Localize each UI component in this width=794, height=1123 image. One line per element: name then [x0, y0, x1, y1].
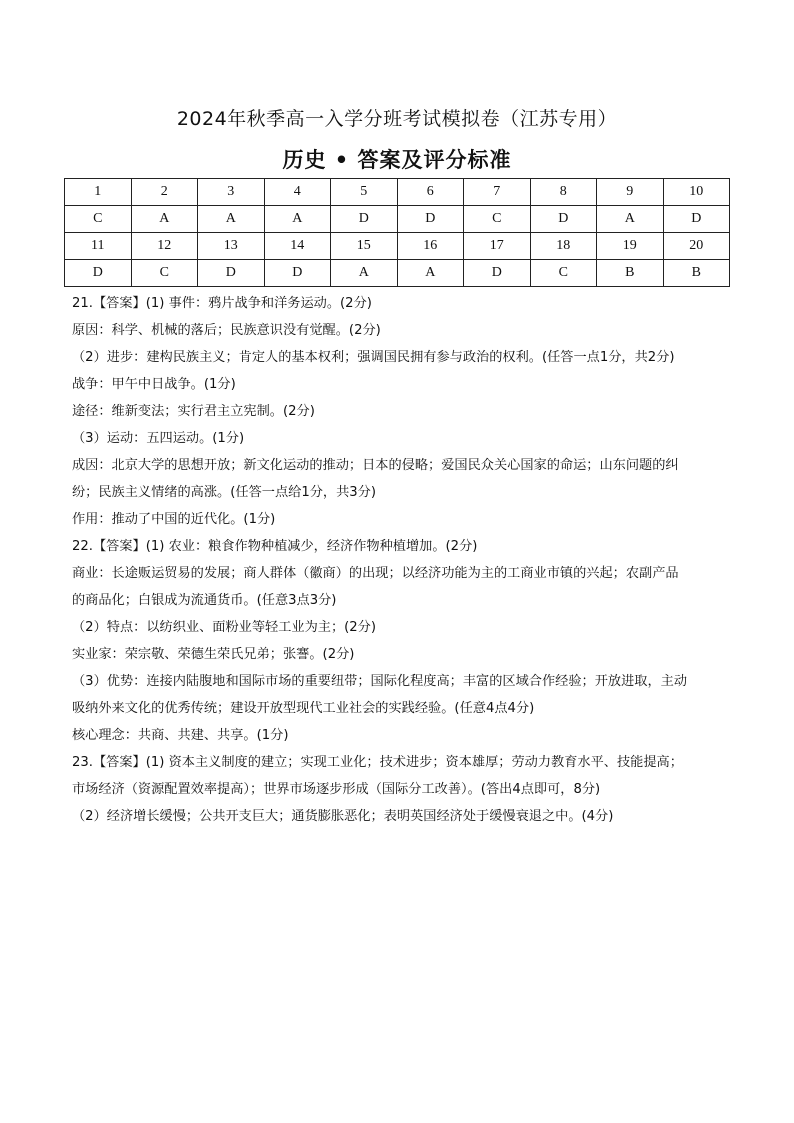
answer-line: 22.【答案】(1) 农业：粮食作物种植减少，经济作物种植增加。(2分)	[72, 539, 478, 554]
answer-line: 核心理念：共商、共建、共享。(1分)	[72, 728, 289, 743]
question-number-row	[65, 233, 730, 260]
question-number-cell: 15	[331, 233, 398, 260]
answer-line: 吸纳外来文化的优秀传统；建设开放型现代工业社会的实践经验。(任意4点4分)	[72, 701, 535, 716]
question-number-cell: 6	[397, 179, 464, 206]
answer-line: 战争：甲午中日战争。(1分)	[72, 377, 236, 392]
answer-cell: A	[397, 260, 464, 287]
answer-cell: D	[530, 206, 597, 233]
question-number-cell: 13	[198, 233, 265, 260]
answer-cell: C	[65, 206, 132, 233]
question-number-cell: 1	[65, 179, 132, 206]
answer-cell: A	[597, 206, 664, 233]
answer-cell: D	[663, 206, 730, 233]
page-title: 2024年秋季高一入学分班考试模拟卷（江苏专用）	[176, 108, 618, 130]
answer-cell: D	[331, 206, 398, 233]
question-number-cell: 5	[331, 179, 398, 206]
question-number-cell: 10	[663, 179, 730, 206]
answer-line: 纷；民族主义情绪的高涨。(任答一点给1分，共3分)	[72, 485, 377, 500]
answer-cell: C	[464, 206, 531, 233]
answer-line: 途径：维新变法；实行君主立宪制。(2分)	[72, 404, 315, 419]
question-number-cell: 18	[530, 233, 597, 260]
answer-line: 作用：推动了中国的近代化。(1分)	[72, 512, 276, 527]
answer-line: （2）特点：以纺织业、面粉业等轻工业为主；(2分)	[72, 620, 377, 635]
page-subtitle: 历史 • 答案及评分标准	[282, 148, 512, 172]
answer-line: 成因：北京大学的思想开放；新文化运动的推动；日本的侵略；爱国民众关心国家的命运；山东问题的纠	[72, 458, 679, 473]
answer-cell: A	[198, 206, 265, 233]
question-number-cell: 9	[597, 179, 664, 206]
answer-cell: C	[530, 260, 597, 287]
answer-cell: D	[264, 260, 331, 287]
question-number-row	[65, 179, 730, 206]
answer-cell: D	[198, 260, 265, 287]
answer-row	[65, 206, 730, 233]
question-number-cell: 20	[663, 233, 730, 260]
answer-line: 实业家：荣宗敬、荣德生荣氏兄弟；张謇。(2分)	[72, 647, 355, 662]
question-number-cell: 19	[597, 233, 664, 260]
answer-line: （3）优势：连接内陆腹地和国际市场的重要纽带；国际化程度高；丰富的区域合作经验；开放进取，主动	[72, 674, 688, 689]
question-number-cell: 12	[131, 233, 198, 260]
answer-cell: C	[131, 260, 198, 287]
answer-line: 原因：科学、机械的落后；民族意识没有觉醒。(2分)	[72, 323, 381, 338]
question-number-cell: 4	[264, 179, 331, 206]
question-number-cell: 3	[198, 179, 265, 206]
answer-cell: A	[331, 260, 398, 287]
answer-line: 21.【答案】(1) 事件：鸦片战争和洋务运动。(2分)	[72, 296, 372, 311]
question-number-cell: 17	[464, 233, 531, 260]
answer-cell: B	[663, 260, 730, 287]
answer-cell: A	[264, 206, 331, 233]
answer-cell: D	[464, 260, 531, 287]
question-number-cell: 16	[397, 233, 464, 260]
answer-explanations	[72, 290, 732, 830]
question-number-cell: 2	[131, 179, 198, 206]
answer-line: （3）运动：五四运动。(1分)	[72, 431, 245, 446]
question-number-cell: 11	[65, 233, 132, 260]
answer-line: 23.【答案】(1) 资本主义制度的建立；实现工业化；技术进步；资本雄厚；劳动力教育水平、技能提高；	[72, 755, 683, 770]
question-number-cell: 8	[530, 179, 597, 206]
answer-cell: D	[397, 206, 464, 233]
answer-line: （2）经济增长缓慢；公共开支巨大；通货膨胀恶化；表明英国经济处于缓慢衰退之中。(4分)	[72, 809, 614, 824]
answer-cell: B	[597, 260, 664, 287]
question-number-cell: 7	[464, 179, 531, 206]
answer-line: 市场经济（资源配置效率提高）；世界市场逐步形成（国际分工改善）。(答出4点即可，8分)	[72, 782, 601, 797]
answer-line: 商业：长途贩运贸易的发展；商人群体（徽商）的出现；以经济功能为主的工商业市镇的兴起；农副产品	[72, 566, 679, 581]
question-number-cell: 14	[264, 233, 331, 260]
answer-table	[64, 178, 730, 287]
answer-line: （2）进步：建构民族主义；肯定人的基本权利；强调国民拥有参与政治的权利。(任答一点1分，共2分)	[72, 350, 675, 365]
answer-cell: A	[131, 206, 198, 233]
answer-line: 的商品化；白银成为流通货币。(任意3点3分)	[72, 593, 337, 608]
answer-row	[65, 260, 730, 287]
answer-cell: D	[65, 260, 132, 287]
